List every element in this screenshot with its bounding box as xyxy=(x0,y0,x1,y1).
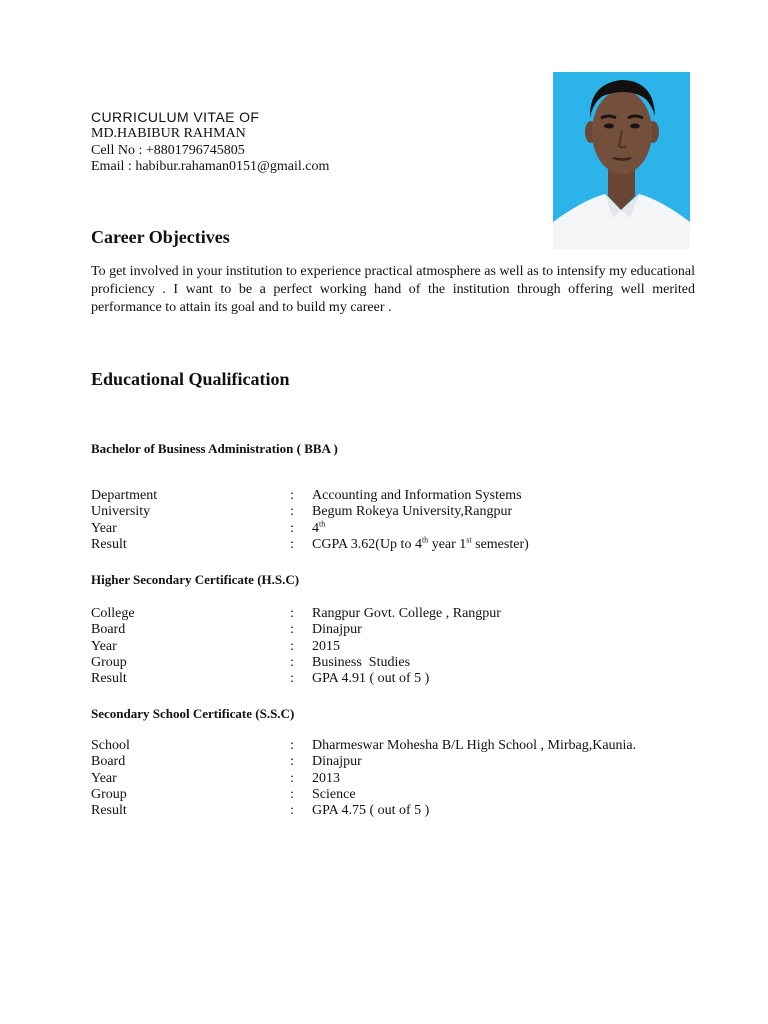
row-value: Science xyxy=(312,786,356,802)
row-separator: : xyxy=(290,770,294,786)
row-value: 2015 xyxy=(312,638,340,654)
year-number: 4 xyxy=(312,520,319,536)
row-value: Begum Rokeya University,Rangpur xyxy=(312,504,513,520)
row-separator: : xyxy=(290,606,294,621)
result-part-3: semester) xyxy=(471,536,529,552)
row-label: Year xyxy=(91,638,117,654)
result-sup-1: th xyxy=(421,535,429,545)
result-part-1: CGPA 3.62(Up to 4 xyxy=(312,536,422,552)
row-label: Group xyxy=(91,786,127,802)
row-separator: : xyxy=(290,738,294,753)
row-label: Result xyxy=(91,671,127,687)
row-value xyxy=(312,537,529,553)
row-label: Department xyxy=(91,488,158,503)
cell-number: Cell No : +8801796745805 xyxy=(91,142,245,158)
row-separator: : xyxy=(290,786,294,802)
row-value: Rangpur Govt. College , Rangpur xyxy=(312,606,501,621)
row-separator: : xyxy=(290,622,294,638)
bba-heading: Bachelor of Business Administration ( BBA ) xyxy=(91,441,338,456)
ssc-heading: Secondary School Certificate (S.S.C) xyxy=(91,706,295,721)
row-value: Accounting and Information Systems xyxy=(312,488,522,503)
career-objectives-text: To get involved in your institution to experience practical atmosphere as well as to intensify my educational proficiency . I want to be a perfect working hand of the institution through offering well merited performance to attain its goal and to build my career . xyxy=(91,264,695,315)
row-separator: : xyxy=(290,520,294,536)
row-label: Result xyxy=(91,536,127,552)
row-separator: : xyxy=(290,504,294,520)
row-value: Dinajpur xyxy=(312,754,362,770)
cv-title: CURRICULUM VITAE OF xyxy=(91,109,260,125)
hsc-heading: Higher Secondary Certificate (H.S.C) xyxy=(91,572,300,587)
row-separator: : xyxy=(290,754,294,770)
row-separator: : xyxy=(290,536,294,552)
row-label: Result xyxy=(91,803,127,819)
row-label: Board xyxy=(91,622,126,638)
result-sup-2: st xyxy=(466,535,472,545)
row-value: Dinajpur xyxy=(312,622,362,638)
row-label: University xyxy=(91,504,151,520)
row-label: School xyxy=(91,738,130,753)
row-value: Business Studies xyxy=(312,654,411,670)
row-label: Group xyxy=(91,654,127,670)
educational-qualification-heading: Educational Qualification xyxy=(91,369,290,389)
row-value: 2013 xyxy=(312,770,340,786)
row-separator: : xyxy=(290,488,294,503)
contact-block xyxy=(91,126,329,176)
row-value: GPA 4.91 ( out of 5 ) xyxy=(312,671,430,687)
row-separator: : xyxy=(290,803,294,819)
email-address: Email : habibur.rahaman0151@gmail.com xyxy=(91,159,330,174)
row-separator: : xyxy=(290,671,294,687)
applicant-name: MD.HABIBUR RAHMAN xyxy=(91,126,246,141)
profile-photo xyxy=(553,72,690,249)
year-suffix: th xyxy=(319,518,326,528)
row-label: Year xyxy=(91,770,117,786)
row-separator: : xyxy=(290,638,294,654)
row-label: College xyxy=(91,606,135,621)
result-part-2: year 1 xyxy=(428,536,467,552)
row-value: Dharmeswar Mohesha B/L High School , Mirbag,Kaunia. xyxy=(312,738,637,753)
profile-photo-illustration xyxy=(553,72,690,249)
career-objectives-heading: Career Objectives xyxy=(91,227,230,247)
row-value xyxy=(312,518,326,537)
row-label: Year xyxy=(91,520,117,536)
row-label: Board xyxy=(91,754,126,770)
row-value: GPA 4.75 ( out of 5 ) xyxy=(312,803,430,819)
row-separator: : xyxy=(290,654,294,670)
